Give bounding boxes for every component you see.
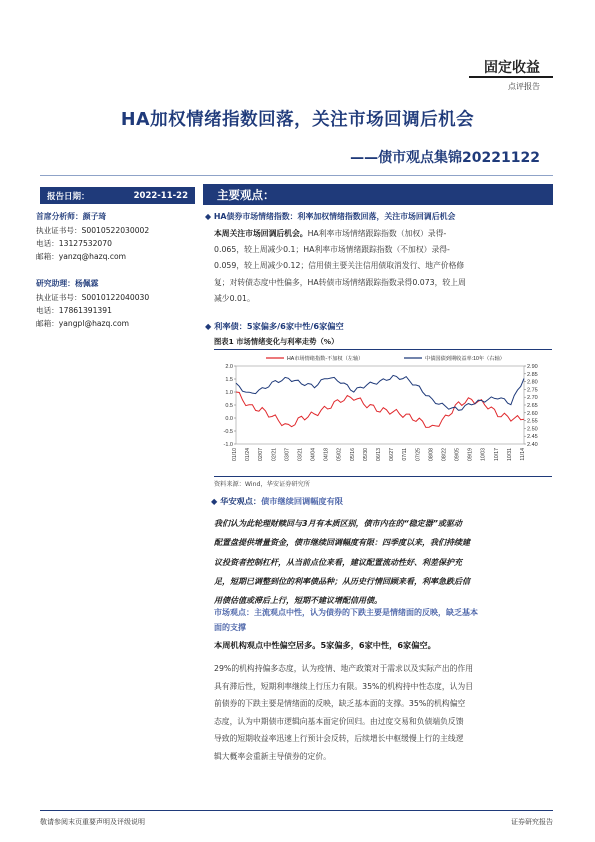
- report-category: 固定收益: [484, 60, 540, 76]
- figure-bottom-rule: [214, 476, 552, 477]
- footer-disclaimer: 敬请参阅末页重要声明及评级说明: [40, 818, 145, 826]
- para1-line: 复；对转债态度中性偏多，HA转债市场情绪跟踪指数录得0.073，较上周: [214, 277, 466, 287]
- x-tick-label: 04/04: [310, 448, 317, 461]
- x-tick-label: 06/13: [376, 448, 382, 461]
- x-tick-label: 08/08: [428, 448, 435, 461]
- bullet-huaan-view: [211, 496, 343, 507]
- assistant-phone: 电话：17861391391: [36, 306, 112, 315]
- para1-line: 0.065，较上周减少0.1；HA利率市场情绪跟踪指数（不加权）录得-: [214, 245, 450, 255]
- x-tick-label: 05/02: [336, 448, 343, 461]
- market-view-line2: 面的支撑: [214, 623, 246, 632]
- legend-label-sentiment: HA市场情绪指数-不加权（左轴）: [287, 356, 364, 362]
- market-view-prefix: 市场观点：: [214, 608, 254, 617]
- left-tick-label: 0.5: [225, 403, 233, 409]
- figure-source: 资料来源：Wind，华安证券研究所: [214, 481, 310, 488]
- bullet-huaan-prefix: ◆ 华安观点：: [211, 496, 262, 506]
- x-tick-label: 01/24: [245, 448, 252, 461]
- x-tick-label: 07/11: [402, 448, 409, 461]
- left-tick-label: 1.0: [225, 390, 233, 396]
- right-tick-label: 2.45: [527, 434, 538, 441]
- para3-line: 辑大概率会重新主导债券的定价。: [214, 751, 331, 761]
- report-date-bar: [40, 187, 195, 204]
- footer-report-label: 证券研究报告: [511, 818, 553, 826]
- para3-line: 前债券的下跌主要是情绪面的反映，缺乏基本面的支撑。35%的机构偏空: [214, 699, 466, 709]
- report-date-label: 报告日期：: [47, 191, 90, 202]
- sentiment-rate-chart: [214, 352, 552, 474]
- header-rule: [469, 76, 553, 78]
- right-tick-label: 2.85: [527, 371, 538, 378]
- sentiment-series-line: [236, 392, 524, 427]
- x-tick-label: 03/07: [284, 448, 291, 461]
- right-tick-label: 2.55: [527, 418, 538, 425]
- title-rule: [40, 175, 553, 176]
- left-tick-label: 2.0: [225, 364, 233, 370]
- report-date-value: 2022-11-22: [133, 190, 188, 201]
- assistant-cert: 执业证书号：S0010122040030: [36, 293, 150, 302]
- para3-line: 具有滞后性，短期利率继续上行压力有限。35%的机构持中性态度，认为目: [214, 681, 474, 691]
- x-tick-label: 02/21: [271, 448, 278, 461]
- right-tick-label: 2.40: [527, 442, 538, 448]
- para2-line: 用债估值或滞后上行，短期不建议增配信用债。: [214, 596, 382, 606]
- analyst-email: 邮箱：yanzq@hazq.com: [36, 252, 127, 261]
- bullet-sentiment: [205, 211, 455, 222]
- report-type: 点评报告: [508, 82, 540, 91]
- figure-caption: 图表1 市场情绪变化与利率走势（%）: [214, 337, 339, 346]
- market-view-line1: 主流观点中性，认为债券的下跌主要是情绪面的反映，缺乏基本: [254, 608, 478, 617]
- x-tick-label: 01/10: [232, 448, 238, 461]
- para1-line: 本周关注市场回调后机会。HA利率市场情绪跟踪指数（加权）录得-: [214, 229, 447, 238]
- analyst-info: [36, 224, 149, 263]
- right-tick-label: 2.90: [527, 364, 538, 370]
- para2-line: 议投资者控制杠杆，从当前点位来看，建议配置流动性好、利差保护充: [214, 557, 462, 567]
- para3-line: 导致的短期收益率迅速上行预计会反转，后续增长中枢缓慢上行的主线逻: [214, 734, 464, 744]
- institution-summary: 本周机构观点中性偏空居多。5家偏多，6家中性，6家偏空。: [214, 640, 436, 650]
- diamond-bullet-icon: ◆: [205, 212, 214, 221]
- market-view: [214, 605, 552, 635]
- x-tick-label: 08/22: [441, 448, 448, 461]
- institution-paragraph: [214, 660, 554, 766]
- huaan-paragraph: [214, 514, 552, 610]
- x-tick-label: 05/30: [362, 448, 369, 461]
- footer-rule: [40, 810, 553, 811]
- plot-frame: [236, 366, 524, 444]
- x-tick-label: 04/18: [323, 448, 330, 461]
- right-tick-label: 2.50: [527, 426, 538, 433]
- analyst-heading: 首席分析师：颜子琦: [36, 212, 107, 221]
- left-tick-label: 0.0: [225, 416, 233, 422]
- left-tick-label: -1.0: [223, 442, 233, 448]
- figure-top-rule: [214, 349, 552, 350]
- x-tick-label: 09/19: [467, 448, 474, 461]
- bullet-rates: [205, 321, 344, 332]
- para3-line: 态度，认为中期债市逻辑向基本面定价回归。由过度交易和负债端负反馈: [214, 716, 464, 726]
- assistant-email: 邮箱：yangpl@hazq.com: [36, 319, 129, 328]
- page-title: HA加权情绪指数回落，关注市场回调后机会: [120, 110, 475, 130]
- x-tick-label: 10/17: [493, 448, 500, 461]
- diamond-bullet-icon: ◆: [205, 321, 215, 331]
- x-tick-label: 09/05: [454, 448, 461, 461]
- legend-label-yield: 中债国债到期收益率:10年（右轴）: [425, 356, 505, 362]
- para3-line: 29%的机构持偏多态度，认为疫情、地产政策对于需求以及实际产出的作用: [214, 664, 474, 673]
- para1-line: 0.059，较上周减少0.12；信用债主要关注信用债取消发行、地产价格修: [214, 261, 465, 271]
- x-tick-label: 10/31: [506, 448, 513, 461]
- right-tick-label: 2.80: [527, 379, 538, 386]
- para1-line: 减少0.01。: [214, 293, 255, 303]
- x-tick-label: 10/03: [480, 448, 487, 461]
- para2-line: 配置盘提供增量资金，债市继续回调幅度有限：四季度以来，我们持续建: [214, 538, 470, 548]
- x-tick-label: 07/25: [415, 448, 422, 461]
- assistant-info: [36, 291, 149, 330]
- bullet-huaan-text: 债市继续回调幅度有限: [261, 496, 343, 506]
- right-tick-label: 2.75: [527, 387, 538, 394]
- para2-line: 我们认为此轮理财赎回与3月有本质区别，债市内在的“稳定器”或驱动: [214, 519, 462, 528]
- right-tick-label: 2.60: [527, 410, 538, 417]
- page-subtitle: ——债市观点集锦20221122: [350, 150, 540, 166]
- analyst-cert: 执业证书号：S0010522030002: [36, 226, 150, 235]
- x-tick-label: 06/27: [389, 448, 396, 461]
- left-tick-label: 1.5: [225, 377, 233, 383]
- right-tick-label: 2.65: [527, 403, 538, 409]
- analyst-phone: 电话：13127532070: [36, 239, 112, 248]
- yield-series-line: [236, 375, 524, 410]
- sentiment-paragraph: [214, 226, 554, 307]
- x-tick-label: 02/07: [258, 448, 265, 461]
- assistant-heading: 研究助理：杨佩霖: [36, 279, 99, 288]
- x-tick-label: 05/16: [349, 448, 356, 461]
- x-tick-label: 03/21: [297, 448, 304, 461]
- main-heading-bar: 主要观点：: [203, 184, 553, 205]
- bullet-sentiment-text: HA债券市场情绪指数：利率加权情绪指数回落，关注市场回调后机会: [213, 212, 456, 221]
- left-tick-label: -0.5: [223, 429, 233, 435]
- right-tick-label: 2.70: [527, 395, 538, 402]
- para2-line: 足，短期已调整到位的利率债品种；从历史行情回顾来看，利率急跌后信: [214, 576, 470, 586]
- bullet-rates-text: 利率债：5家偏多/6家中性/6家偏空: [214, 321, 344, 331]
- x-tick-label: 11/14: [520, 448, 526, 461]
